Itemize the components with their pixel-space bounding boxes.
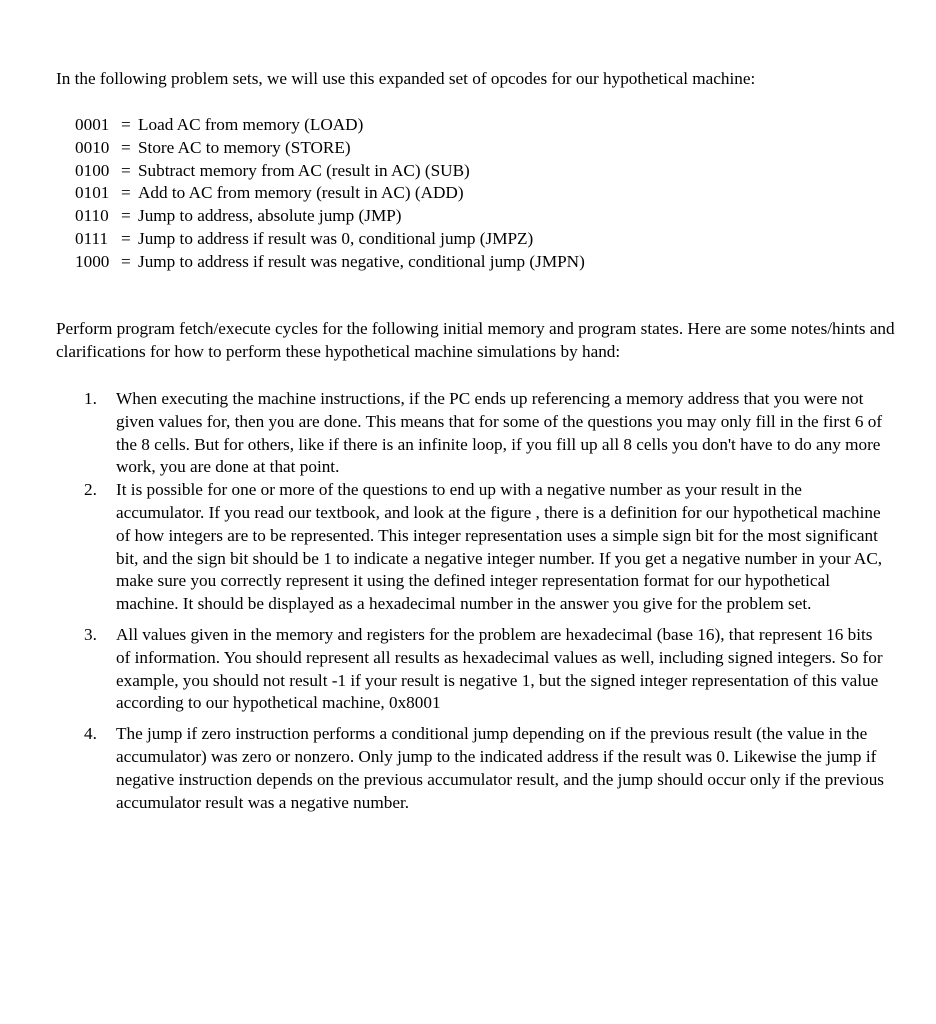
opcode-description: Store AC to memory (STORE): [138, 137, 351, 157]
notes-list: [84, 388, 889, 814]
opcode-code: 0111: [75, 228, 109, 248]
instructions-paragraph: Perform program fetch/execute cycles for the following initial memory and program states. Here are some notes/hints and clarifications for how to perform these hypothetical machine simulations by hand:: [56, 319, 895, 361]
opcode-code: 0001: [75, 115, 110, 134]
note-number: 4.: [84, 724, 97, 744]
opcode-code: 0010: [75, 137, 110, 157]
opcode-description: Load AC from memory (LOAD): [138, 115, 364, 134]
opcode-item: [75, 182, 585, 205]
opcode-code: 1000: [75, 251, 110, 271]
opcode-equals: =: [121, 206, 131, 226]
note-number: 3.: [84, 624, 97, 644]
opcode-equals: =: [121, 228, 131, 248]
note-text: All values given in the memory and registers for the problem are hexadecimal (base 16), that represent 16 bits of information. You should represent all results as hexadecimal values as well, including signed integers. So for example, you should not result -1 if your result is negative 1, but the signed integer representation of this value according to our hypothetical machine, 0x8001: [116, 624, 883, 713]
note-number: 2.: [84, 480, 97, 500]
opcode-equals: =: [121, 183, 131, 203]
opcode-equals: =: [121, 115, 131, 134]
opcode-code: 0110: [75, 206, 109, 226]
opcode-item: [75, 160, 585, 183]
opcode-item: [75, 228, 585, 251]
note-item: [84, 388, 889, 479]
opcode-code: 0101: [75, 183, 110, 203]
opcode-description: Jump to address, absolute jump (JMP): [138, 206, 402, 226]
opcode-description: Add to AC from memory (result in AC) (ADD): [138, 183, 464, 203]
opcode-list: [75, 114, 585, 274]
opcode-equals: =: [121, 251, 131, 271]
opcode-item: [75, 114, 585, 137]
note-text: When executing the machine instructions, if the PC ends up referencing a memory address that you were not given values for, then you are done. This means that for some of the questions you may only fill in the first 6 of the 8 cells. But for others, like if there is an infinite loop, if you fill up all 8 cells you don't have to do any more work, you are done at that point.: [116, 389, 883, 477]
opcode-item: [75, 251, 585, 274]
opcode-code: 0100: [75, 160, 110, 180]
note-item: [84, 479, 889, 616]
opcode-equals: =: [121, 137, 131, 157]
opcode-item: [75, 205, 585, 228]
opcode-description: Jump to address if result was negative, conditional jump (JMPN): [138, 251, 585, 271]
note-text: It is possible for one or more of the questions to end up with a negative number as your result in the accumulator. If you read our textbook, and look at the figure , there is a definition for our hypothetical machine of how integers are to be represented. This integer representation uses a simple sign bit for the most significant bit, and the sign bit should be 1 to indicate a negative integer number. If you get a negative number in your AC, make sure you correctly represent it using the defined integer representation format for our hypothetical machine. It should be displayed as a hexadecimal number in the answer you give for the problem set.: [116, 480, 883, 614]
opcode-equals: =: [121, 160, 131, 180]
note-item: [84, 723, 889, 814]
note-text: The jump if zero instruction performs a conditional jump depending on if the previous result (the value in the accumulator) was zero or nonzero. Only jump to the indicated address if the result was 0. Likewise the jump if negative instruction depends on the previous accumulator result, and the jump should occur only if the previous accumulator result was a negative number.: [116, 724, 884, 812]
opcode-description: Subtract memory from AC (result in AC) (SUB): [138, 160, 470, 180]
note-item: [84, 624, 889, 715]
opcode-item: [75, 137, 585, 160]
note-number: 1.: [84, 389, 97, 408]
opcode-description: Jump to address if result was 0, conditional jump (JMPZ): [138, 228, 534, 248]
intro-paragraph: In the following problem sets, we will use this expanded set of opcodes for our hypothetical machine:: [56, 69, 756, 88]
